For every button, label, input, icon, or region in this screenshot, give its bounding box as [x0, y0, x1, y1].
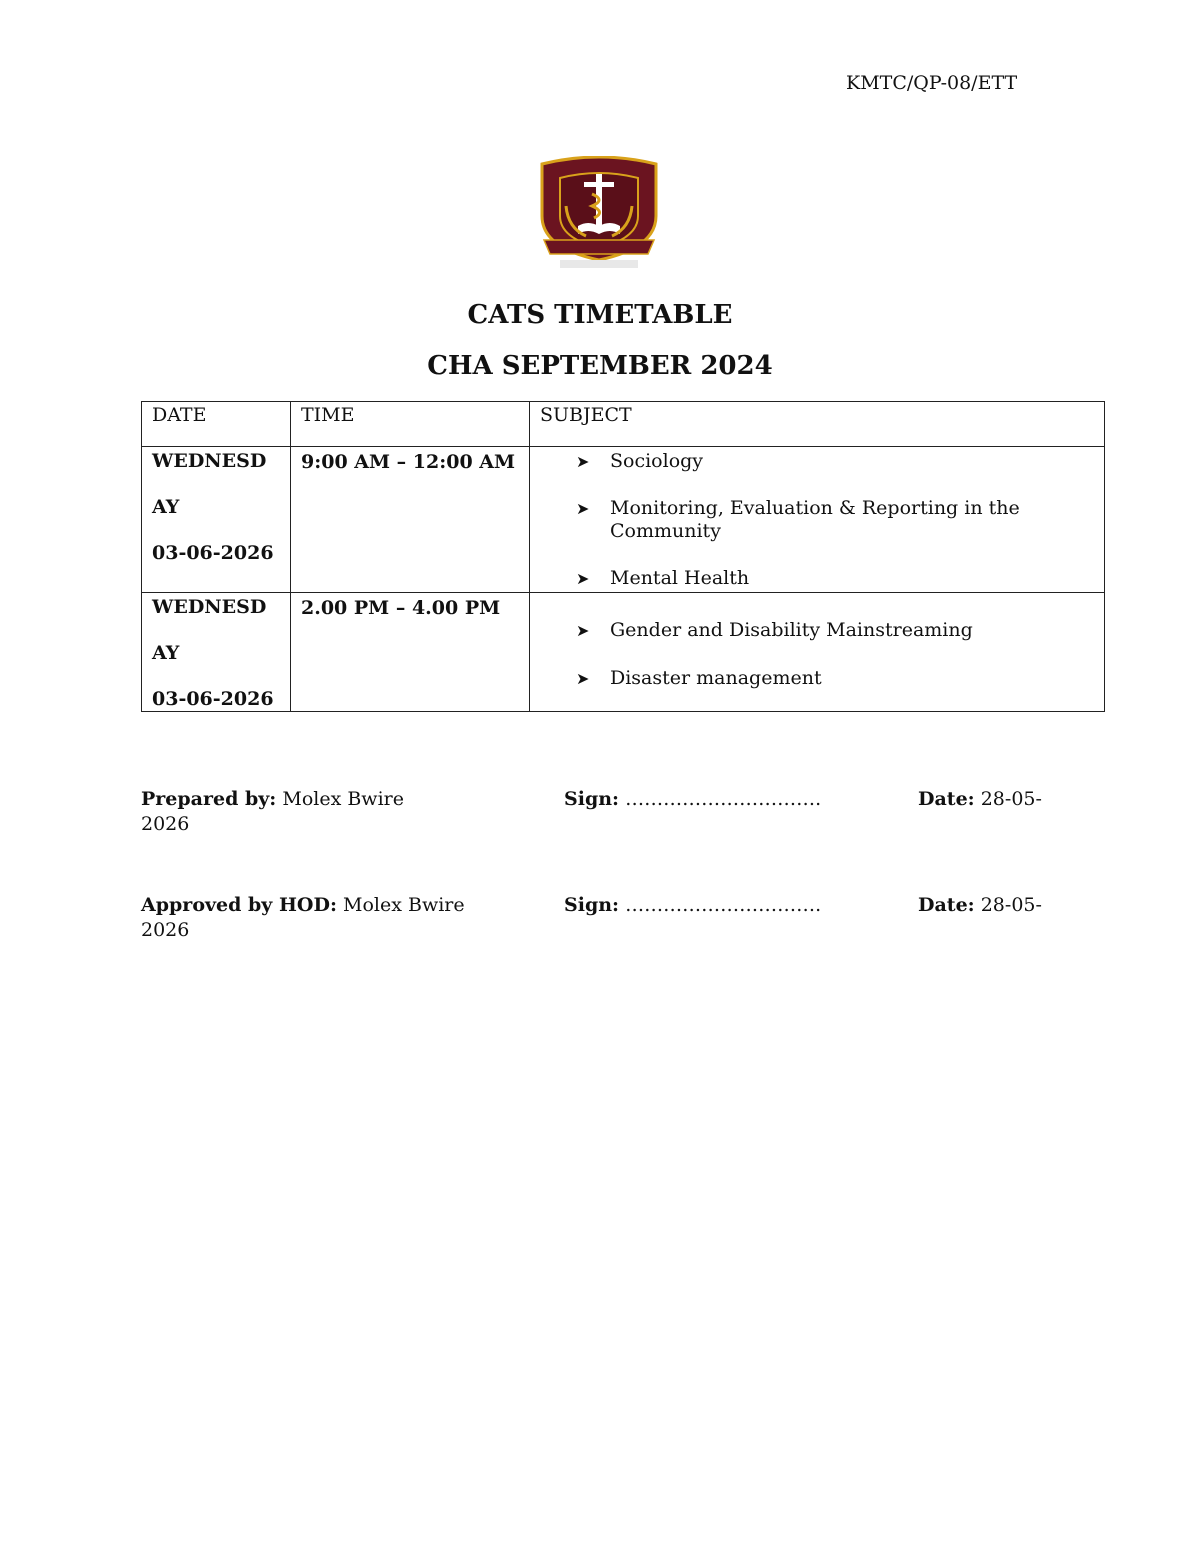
table-row: [142, 447, 1105, 593]
time-cell: 2.00 PM – 4.00 PM: [291, 593, 530, 712]
college-crest-logo: [530, 156, 668, 272]
approved-by: [141, 893, 465, 918]
table-row: [142, 593, 1105, 712]
arrowhead-bullet-icon: ➤: [576, 621, 590, 640]
list-item: [576, 450, 1094, 473]
subject-label: Disaster management: [610, 667, 822, 689]
subject-label: Monitoring, Evaluation & Reporting in the Community: [610, 497, 1020, 542]
header-date: DATE: [142, 402, 291, 447]
subject-cell: [530, 593, 1105, 712]
time-cell: 9:00 AM – 12:00 AM: [291, 447, 530, 593]
sign-label: Sign:: [564, 788, 620, 810]
approved-date-wrap: 2026: [141, 919, 190, 941]
date-line: WEDNESD: [152, 450, 267, 472]
document-reference: KMTC/QP-08/ETT: [846, 72, 1018, 94]
list-item: [576, 667, 1094, 690]
date-label: Date:: [918, 788, 975, 810]
prepared-by-name: Molex Bwire: [282, 788, 404, 810]
list-item: [576, 497, 1094, 543]
prepared-sign: [564, 787, 821, 812]
date-line: WEDNESD: [152, 596, 267, 618]
arrowhead-bullet-icon: ➤: [576, 499, 590, 518]
date-line: 03-06-2026: [152, 542, 274, 564]
date-value: 28-05-: [980, 788, 1042, 810]
header-time: TIME: [291, 402, 530, 447]
list-item: [576, 619, 1094, 642]
table-header-row: [142, 402, 1105, 447]
subject-label: Sociology: [610, 450, 704, 472]
sign-label: Sign:: [564, 894, 620, 916]
prepared-date-wrap: 2026: [141, 813, 190, 835]
sign-line: ………………………….: [625, 788, 822, 810]
subject-label: Gender and Disability Mainstreaming: [610, 619, 973, 641]
date-line: 03-06-2026: [152, 688, 274, 710]
header-subject: SUBJECT: [530, 402, 1105, 447]
arrowhead-bullet-icon: ➤: [576, 669, 590, 688]
date-cell: [142, 447, 291, 593]
subject-cell: [530, 447, 1105, 593]
prepared-by: [141, 787, 404, 812]
date-line: AY: [152, 496, 180, 518]
document-subtitle: CHA SEPTEMBER 2024: [427, 351, 773, 381]
list-item: [576, 567, 1094, 590]
approved-sign: [564, 893, 821, 918]
approved-date: [918, 893, 1042, 918]
subject-label: Mental Health: [610, 567, 750, 589]
prepared-date: [918, 787, 1042, 812]
date-value: 28-05-: [980, 894, 1042, 916]
date-cell: [142, 593, 291, 712]
approved-by-name: Molex Bwire: [343, 894, 465, 916]
arrowhead-bullet-icon: ➤: [576, 569, 590, 588]
document-title: CATS TIMETABLE: [467, 300, 733, 330]
timetable: [141, 401, 1105, 712]
date-label: Date:: [918, 894, 975, 916]
date-line: AY: [152, 642, 180, 664]
approved-by-label: Approved by HOD:: [141, 894, 337, 916]
arrowhead-bullet-icon: ➤: [576, 452, 590, 471]
sign-line: ………………………….: [625, 894, 822, 916]
prepared-by-label: Prepared by:: [141, 788, 277, 810]
